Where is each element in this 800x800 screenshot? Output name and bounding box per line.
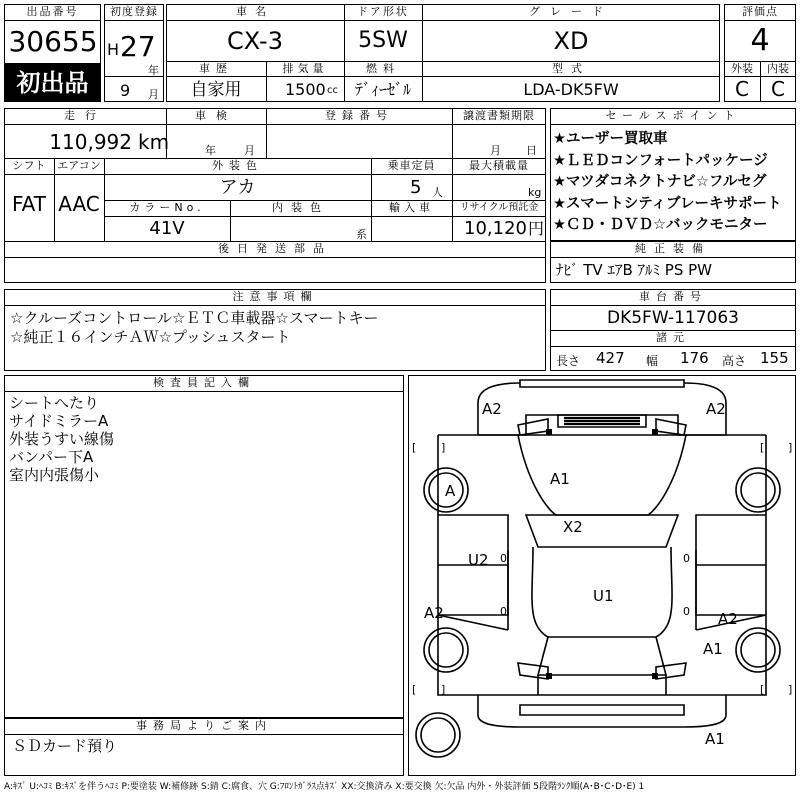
inspector-line: バンパー下A [9, 448, 94, 466]
first-listing-badge [4, 64, 101, 102]
ext-color-label: 外装色 [212, 159, 263, 172]
width-label: 幅 [646, 354, 659, 368]
deadline-day-unit: 日 [526, 144, 537, 157]
deadline-month-unit: 月 [490, 144, 501, 157]
reg-month-unit: 月 [148, 88, 159, 101]
max-load-label: 最大積載量 [469, 159, 529, 172]
svg-text:[: [ [412, 683, 417, 696]
office-note: ＳＤカード預り [12, 737, 118, 755]
notes-lines [10, 309, 379, 347]
score-label: 評価点 [742, 5, 778, 18]
exterior-grade-label: 外装 [731, 62, 753, 75]
model-code: LDA-DK5FW [523, 80, 619, 99]
mark-right-rear: A2 [718, 610, 738, 628]
car-name: CX-3 [227, 27, 283, 55]
height-label: 高さ [722, 354, 747, 368]
exterior-grade: C [735, 77, 749, 101]
mileage-unit: km [138, 130, 170, 154]
int-color-unit: 系 [356, 228, 367, 241]
mark-left-wheel: A [445, 482, 456, 500]
zero-mark: 0 [683, 552, 690, 565]
office-label: 事務局よりご案内 [136, 719, 272, 732]
grade-label: グレード [529, 5, 613, 18]
max-load-unit: kg [528, 186, 542, 199]
zero-mark: 0 [500, 552, 507, 565]
svg-text:[: [ [760, 683, 765, 696]
fuel-label: 燃料 [366, 62, 400, 75]
int-color-label: 内装色 [272, 201, 329, 214]
fuel: ﾃﾞｨｰｾﾞﾙ [354, 80, 411, 99]
length-value: 427 [596, 349, 625, 367]
recycle-label: リサイクル預託金 [459, 202, 539, 213]
shift: FAT [11, 192, 46, 216]
svg-text:]: ] [788, 683, 793, 696]
car-diagram [408, 375, 796, 776]
mark-rear-bumper: A1 [705, 730, 725, 748]
plate-label: 登録番号 [325, 109, 393, 122]
door-label: ドア形状 [357, 5, 409, 18]
notes-label: 注意事項欄 [232, 290, 318, 303]
reg-year-unit: 年 [148, 64, 159, 77]
displacement-unit: cc [327, 85, 338, 96]
door-type: 5SW [358, 28, 408, 53]
later-parts-label: 後日発送部品 [218, 242, 332, 255]
svg-text:]: ] [441, 441, 446, 454]
mark-right-rear-wheel: A1 [703, 640, 723, 658]
mileage-value: 110,992 [49, 130, 132, 154]
svg-text:]: ] [441, 683, 446, 696]
displacement-label: 排気量 [282, 62, 328, 75]
grade: XD [553, 27, 589, 55]
capacity-unit: 人 [432, 186, 443, 199]
lot-number-label: 出品番号 [26, 5, 79, 18]
chassis-label: 車台番号 [639, 290, 707, 303]
interior-grade: C [771, 77, 785, 101]
color-no: 41V [149, 218, 185, 239]
inspection-month-unit: 月 [244, 144, 255, 157]
zero-mark: 0 [500, 605, 507, 618]
lot-number: 30655 [8, 25, 98, 58]
inspection-label: 車検 [195, 109, 237, 122]
sales-points-list [553, 129, 796, 237]
color-no-label: カラーNo. [129, 201, 205, 214]
inspection-year-unit: 年 [205, 144, 216, 157]
sales-point-item: ★ＬＥＤコンフォートパッケージ [553, 152, 768, 169]
first-listing-text: 初出品 [16, 69, 89, 97]
note-line: ☆純正１６インチＡＷ☆プッシュスタート [10, 328, 291, 346]
shift-label: シフト [12, 159, 46, 172]
interior-grade-label: 内装 [767, 62, 789, 75]
mark-roof: U1 [593, 587, 614, 605]
import-label: 輸入車 [389, 201, 434, 214]
inspector-line: 室内内張傷小 [9, 466, 100, 484]
recycle-value: 10,120 [464, 218, 527, 239]
displacement: 1500 [285, 80, 326, 99]
mark-left-rear: A2 [424, 604, 444, 622]
length-label: 長さ [556, 354, 581, 368]
sales-point-item: ★ユーザー買取車 [553, 131, 668, 147]
mark-hood: A1 [550, 470, 570, 488]
sales-point-item: ★スマートシティブレーキサポート [553, 195, 782, 212]
dimensions-label: 諸元 [656, 331, 690, 344]
transfer-deadline-label: 譲渡書類期限 [463, 109, 535, 122]
equipment-label: 純正装備 [635, 242, 711, 255]
note-line: ☆クルーズコントロール☆ＥＴＣ車載器☆スマートキー [10, 309, 379, 327]
inspector-label: 検査員記入欄 [153, 376, 255, 389]
inspector-lines [9, 394, 114, 484]
reg-month: 9 [120, 81, 131, 100]
ext-color: アカ [219, 177, 256, 198]
svg-text:[: [ [412, 441, 417, 454]
capacity-label: 乗車定員 [387, 159, 436, 172]
history: 自家用 [190, 80, 242, 100]
model-code-label: 型式 [552, 62, 590, 75]
inspector-line: 外装うすい線傷 [9, 430, 115, 448]
recycle-unit: 円 [528, 219, 545, 238]
mark-roof-front: X2 [563, 518, 583, 536]
legend-text: A:ｷｽﾞ U:ﾍｺﾐ B:ｷｽﾞを伴うﾍｺﾐ P:要塗装 W:補修跡 S:錆 C:腐食、穴 G:ﾌﾛﾝﾄｶﾞﾗｽ点ｷｽﾞ XX:交換済み X:要交換 欠:欠品 内外・外装評価 5段階ﾗﾝｸ順(A･B･C･D･E) 1 [4, 782, 645, 792]
inspector-line: シートへたり [9, 394, 100, 412]
chassis-number: DK5FW-117063 [607, 308, 739, 328]
score: 4 [750, 23, 770, 58]
mileage-label: 走行 [64, 109, 106, 122]
reg-era: H [107, 40, 120, 59]
ac-label: エアコン [57, 159, 101, 172]
height-value: 155 [760, 349, 789, 367]
equipment-value: ﾅﾋﾞ TV ｴｱB ｱﾙﾐ PS PW [556, 261, 712, 279]
car-name-label: 車名 [236, 5, 274, 18]
reg-date-label: 初度登録 [110, 5, 158, 18]
sales-point-item: ★マツダコネクトナビ☆フルセグ [553, 174, 767, 190]
zero-mark: 0 [683, 605, 690, 618]
sales-point-item: ★ＣＤ・ＤＶＤ☆バックモニター [553, 217, 768, 233]
mark-left-door: U2 [468, 551, 489, 569]
ac: AAC [58, 192, 100, 216]
svg-text:[: [ [760, 441, 765, 454]
history-label: 車歴 [199, 62, 233, 75]
sales-points-label: セールスポイント [605, 109, 741, 122]
reg-year: 27 [120, 30, 156, 63]
mark-front-left: A2 [482, 400, 502, 418]
capacity: 5 [410, 177, 422, 198]
svg-text:]: ] [788, 441, 793, 454]
inspector-line: サイドミラーA [9, 412, 109, 430]
mark-front-right: A2 [706, 400, 726, 418]
width-value: 176 [680, 349, 709, 367]
